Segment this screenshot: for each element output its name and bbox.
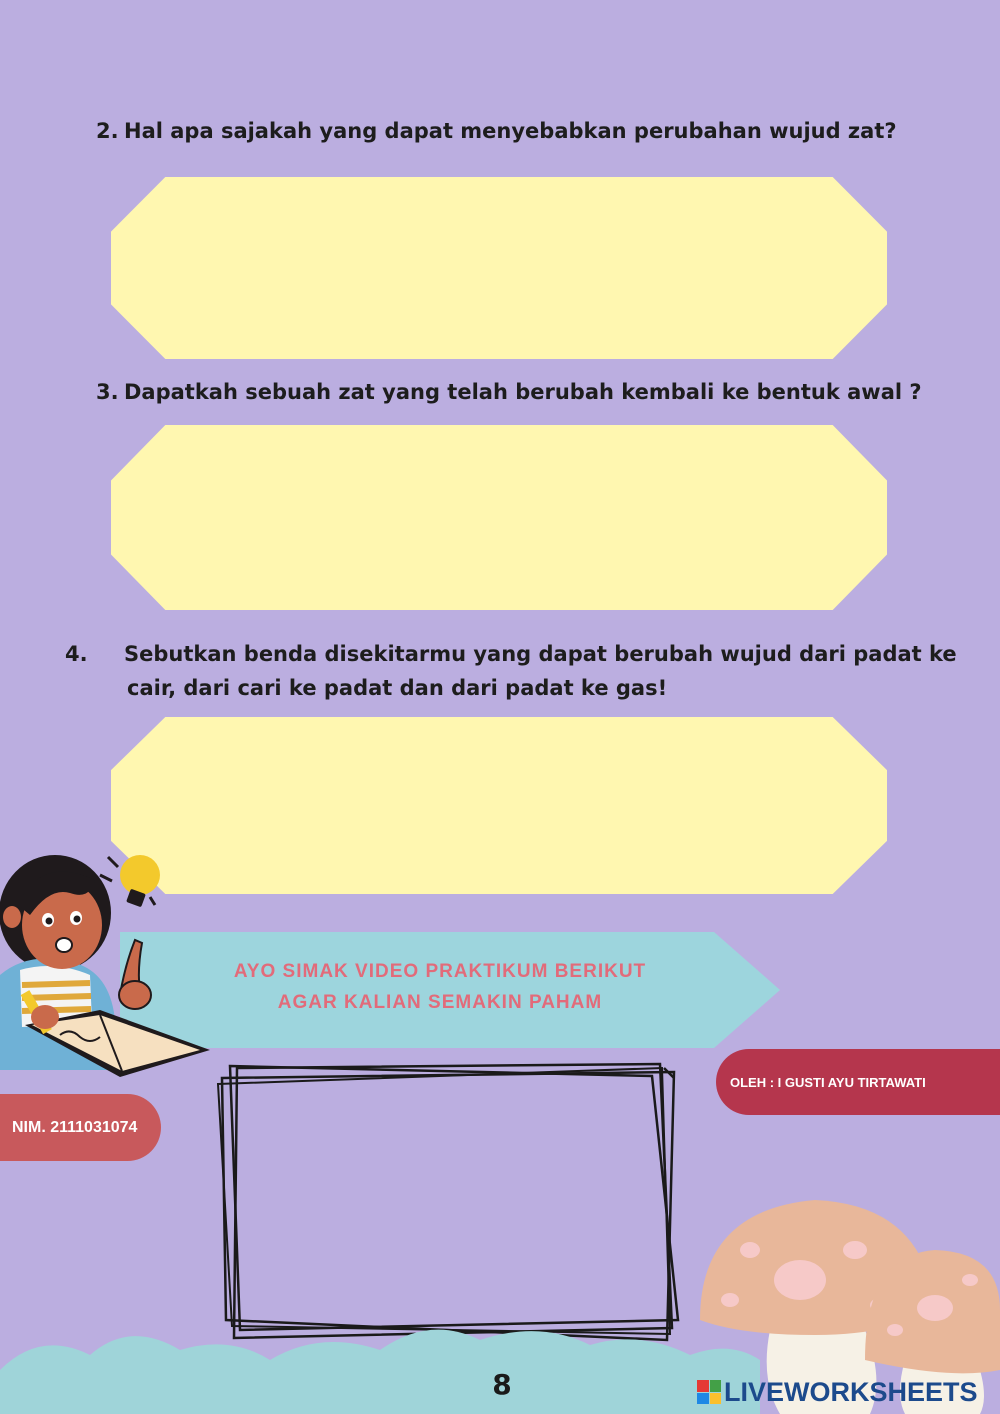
instruction-banner-text: [190, 956, 690, 1018]
question-number: 2.: [96, 119, 119, 143]
nim-label: [0, 1094, 161, 1161]
answer-box-2[interactable]: [111, 177, 887, 359]
author-label: [716, 1049, 1000, 1115]
question-text: Dapatkah sebuah zat yang telah berubah kembali ke bentuk awal ?: [124, 380, 922, 404]
question-text: Hal apa sajakah yang dapat menyebabkan perubahan wujud zat?: [124, 119, 897, 143]
author-text: OLEH : I GUSTI AYU TIRTAWATI: [730, 1074, 926, 1090]
nim-text: NIM. 2111031074: [12, 1118, 138, 1136]
liveworksheets-badge-icon: [697, 1380, 721, 1404]
question-text: Sebutkan benda disekitarmu yang dapat berubah wujud dari padat ke cair, dari cari ke padat dan dari padat ke gas!: [124, 642, 957, 700]
girl-with-lightbulb-illustration: [0, 845, 215, 1080]
banner-line-2: AGAR KALIAN SEMAKIN PAHAM: [277, 992, 603, 1013]
question-2: [96, 114, 897, 148]
banner-line-1: AYO SIMAK VIDEO PRAKTIKUM BERIKUT: [233, 961, 647, 982]
question-number: 3.: [96, 380, 119, 404]
question-4: [65, 637, 987, 705]
answer-box-3[interactable]: [111, 425, 887, 610]
question-number: 4.: [65, 642, 88, 666]
page-number: 8: [492, 1368, 512, 1401]
answer-box-4[interactable]: [111, 717, 887, 894]
question-3: [96, 375, 922, 409]
liveworksheets-logo[interactable]: [697, 1375, 978, 1409]
liveworksheets-brand: LIVEWORKSHEETS: [724, 1376, 978, 1407]
